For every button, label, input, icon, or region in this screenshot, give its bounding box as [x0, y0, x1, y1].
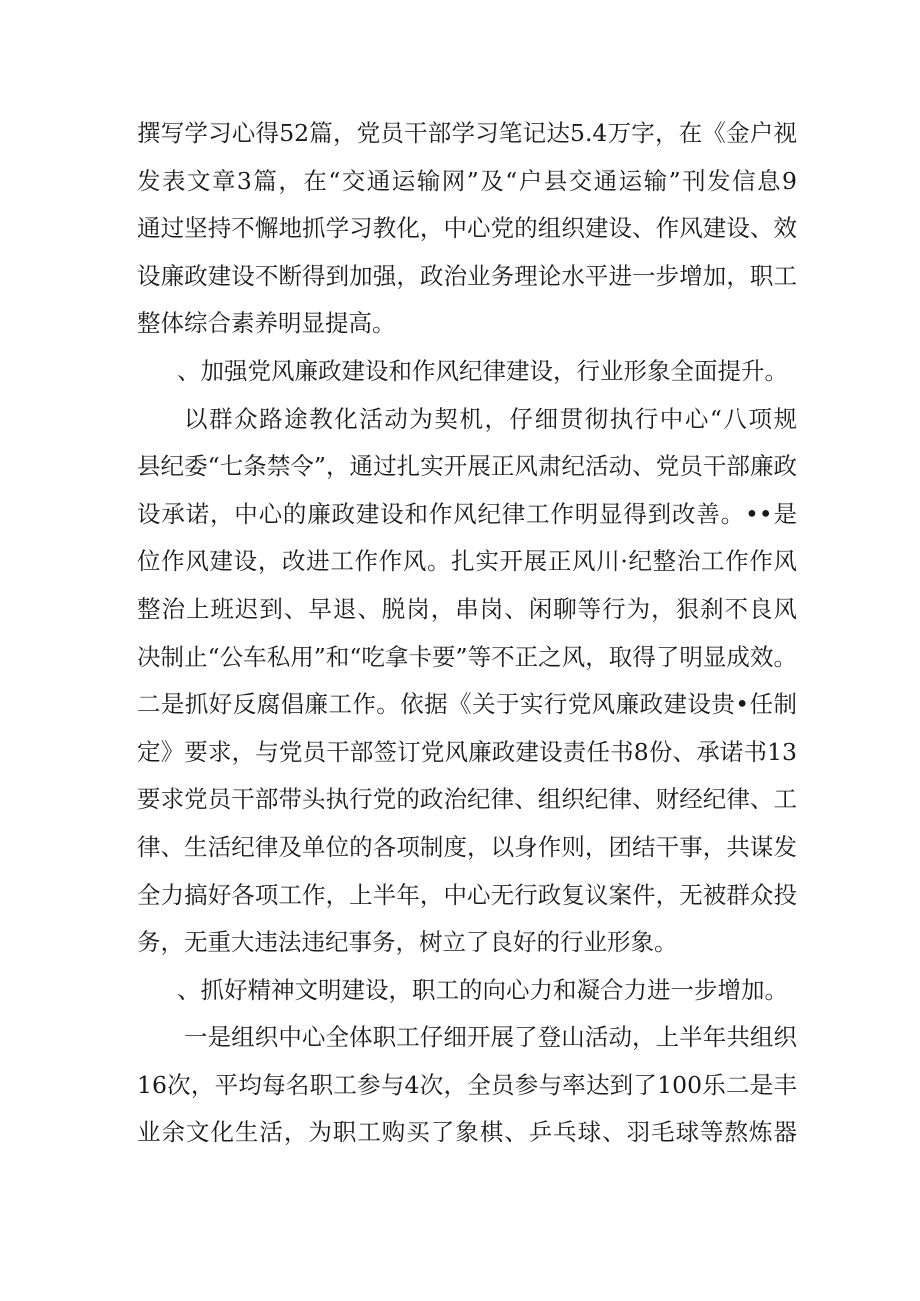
text-line: 决制止“公车私用”和“吃拿卡要”等不正之风，取得了明显成效。: [137, 642, 797, 671]
text-line: 务，无重大违法违纪事务，树立了良好的行业形象。: [137, 928, 678, 957]
text-line: 定》要求，与党员干部签订党风廉政建设责任书8份、承诺书13: [137, 737, 797, 766]
text-line: 16次，平均每名职工参与4次，全员参与率达到了100乐二是丰: [137, 1070, 797, 1099]
text-line: 业余文化生活，为职工购买了象棋、乒乓球、羽毛球等熬炼器: [137, 1118, 797, 1147]
text-line: 全力搞好各项工作，上半年，中心无行政复议案件，无被群众投: [137, 880, 797, 909]
text-line: 县纪委“七条禁令”，通过扎实开展正风肃纪活动、党员干部廉政: [137, 452, 797, 481]
text-line: 撰写学习心得52篇，党员干部学习笔记达5.4万字，在《金户视: [137, 119, 797, 147]
text-line: 一是组织中心全体职工仔细开展了登山活动，上半年共组织: [184, 1023, 797, 1052]
text-line: 整体综合素养明显提高。: [137, 309, 396, 338]
text-line: 设廉政建设不断得到加强，政治业务理论水平进一步增加，职工: [137, 261, 797, 290]
text-line: 位作风建设，改进工作作风。扎实开展正风川·纪整治工作作风: [137, 547, 797, 576]
text-line: 设承诺，中心的廉政建设和作风纪律工作明显得到改善。••是: [137, 499, 797, 528]
text-line: 、加强党风廉政建设和作风纪律建设，行业形象全面提升。: [177, 356, 788, 385]
text-line: 要求党员干部带头执行党的政治纪律、组织纪律、财经纪律、工: [137, 785, 797, 814]
text-line: 整治上班迟到、早退、脱岗，串岗、闲聊等行为，狠刹不良风: [137, 594, 797, 623]
text-line: 二是抓好反腐倡廉工作。依据《关于实行党风廉政建设贵•任制: [137, 690, 797, 719]
text-line: 律、生活纪律及单位的各项制度，以身作则，团结干事，共谋发: [137, 832, 797, 861]
text-line: 、抓好精神文明建设，职工的向心力和凝合力进一步增加。: [177, 975, 788, 1004]
text-line: 以群众路途教化活动为契机，仔细贯彻执行中心“八项规: [184, 404, 797, 433]
text-line: 通过坚持不懈地抓学习教化，中心党的组织建设、作风建设、效: [137, 214, 797, 243]
document-body: [137, 110, 797, 1157]
text-line: 发表文章3篇，在“交通运输网”及“户县交通运输”刊发信息9: [137, 166, 797, 195]
